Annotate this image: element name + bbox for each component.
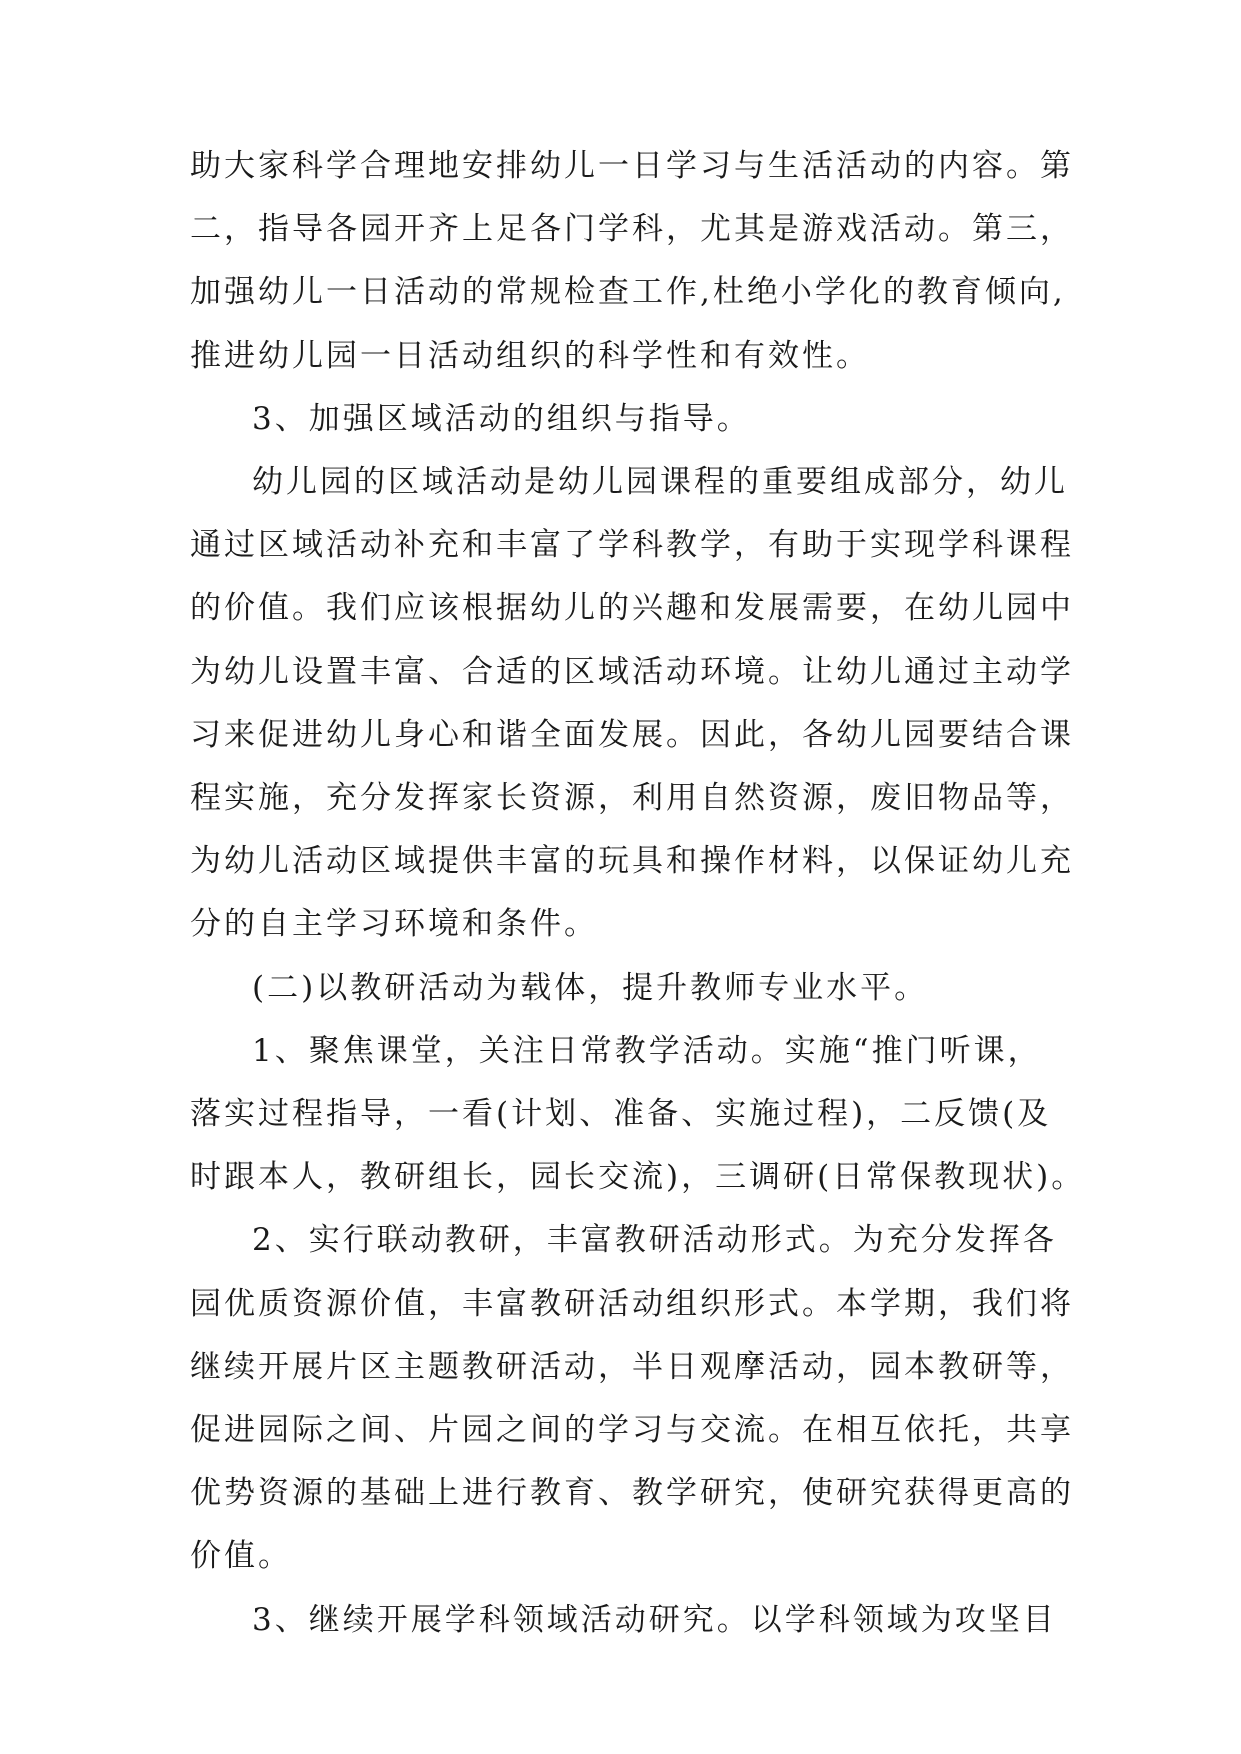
text-line: 促进园际之间、片园之间的学习与交流。在相互依托，共享 (190, 1412, 1074, 1448)
text-line: 加强幼儿一日活动的常规检查工作,杜绝小学化的教育倾向, (190, 274, 1066, 310)
text-line: 二，指导各园开齐上足各门学科，尤其是游戏活动。第三， (190, 211, 1074, 247)
text-line: 时跟本人，教研组长，园长交流)，三调研(日常保教现状)。 (190, 1159, 1086, 1195)
text-line: 通过区域活动补充和丰富了学科教学，有助于实现学科课程 (190, 527, 1074, 563)
text-line: 程实施，充分发挥家长资源，利用自然资源，废旧物品等， (190, 780, 1074, 816)
text-line: 助大家科学合理地安排幼儿一日学习与生活活动的内容。第 (190, 148, 1074, 184)
text-line: 优势资源的基础上进行教育、教学研究，使研究获得更高的 (190, 1475, 1074, 1511)
text-line: 为幼儿活动区域提供丰富的玩具和操作材料，以保证幼儿充 (190, 843, 1074, 879)
text-line: 落实过程指导，一看(计划、准备、实施过程)，二反馈(及 (190, 1096, 1052, 1132)
text-line: 为幼儿设置丰富、合适的区域活动环境。让幼儿通过主动学 (190, 654, 1074, 690)
text-line: 幼儿园的区域活动是幼儿园课程的重要组成部分，幼儿 (252, 464, 1068, 500)
text-line: 1、聚焦课堂，关注日常教学活动。实施“推门听课， (252, 1033, 1042, 1069)
text-line: 继续开展片区主题教研活动，半日观摩活动，园本教研等， (190, 1349, 1074, 1385)
text-line: 分的自主学习环境和条件。 (190, 906, 598, 942)
text-line: 的价值。我们应该根据幼儿的兴趣和发展需要，在幼儿园中 (190, 590, 1074, 626)
text-line: 3、继续开展学科领域活动研究。以学科领域为攻坚目 (252, 1602, 1057, 1638)
text-line: 园优质资源价值，丰富教研活动组织形式。本学期，我们将 (190, 1286, 1074, 1322)
text-line: 价值。 (190, 1538, 292, 1574)
text-line: 2、实行联动教研，丰富教研活动形式。为充分发挥各 (252, 1222, 1057, 1258)
section-heading: (二)以教研活动为载体，提升教师专业水平。 (252, 970, 929, 1006)
section-heading: 3、加强区域活动的组织与指导。 (252, 401, 751, 437)
text-line: 推进幼儿园一日活动组织的科学性和有效性。 (190, 338, 870, 374)
text-line: 习来促进幼儿身心和谐全面发展。因此，各幼儿园要结合课 (190, 717, 1074, 753)
